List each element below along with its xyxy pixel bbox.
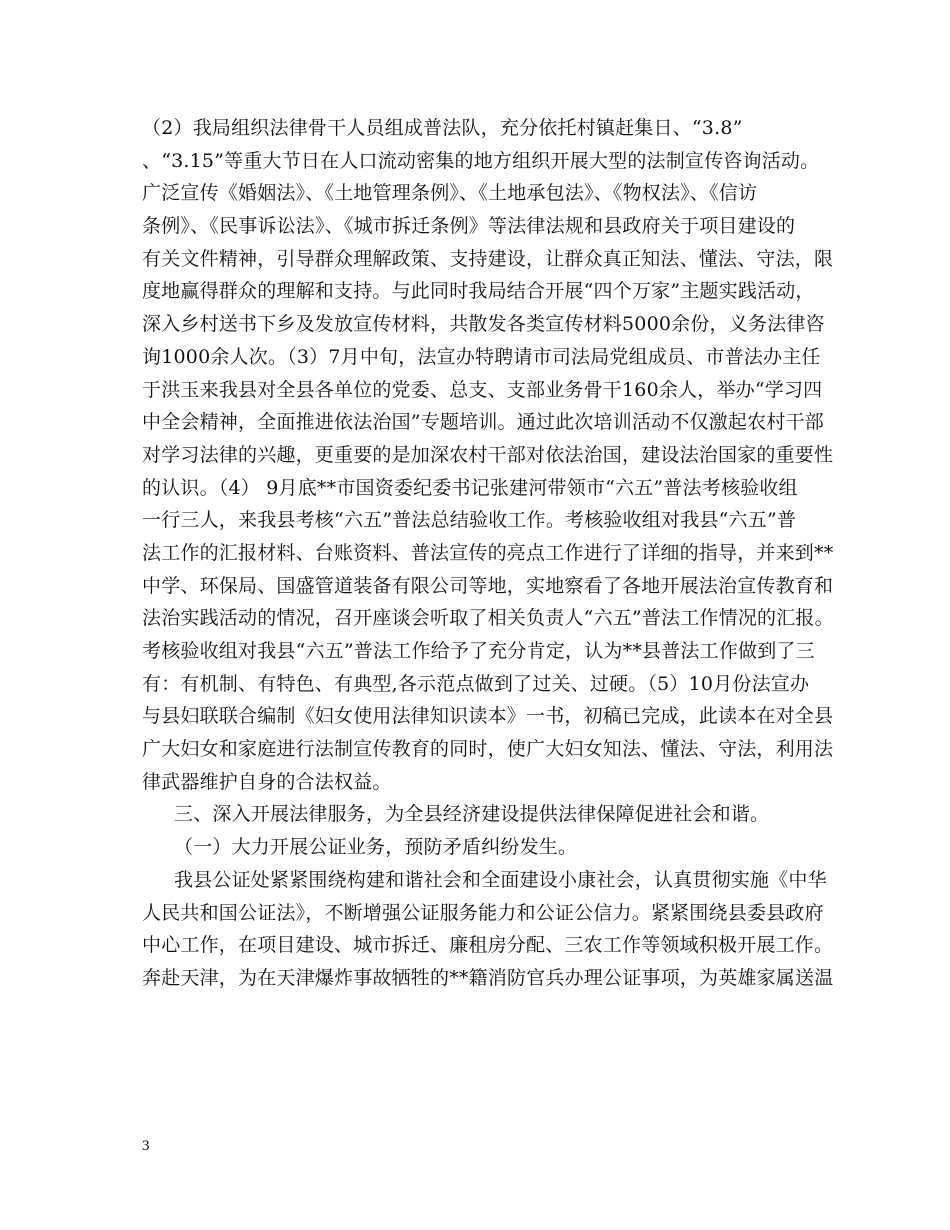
section-heading: 三、深入开展法律服务，为全县经济建设提供法律保障促进社会和谐。 — [174, 803, 770, 826]
text-line: 对学习法律的兴趣，更重要的是加深农村干部对依法治国，建设法治国家的重要性 — [142, 443, 834, 466]
text-line: 奔赴天津，为在天津爆炸事故牺牲的**籍消防官兵办理公证事项，为英雄家属送温 — [142, 966, 834, 989]
text-line: 法工作的汇报材料、台账资料、普法宣传的亮点工作进行了详细的指导，并来到** — [142, 541, 834, 564]
text-line: （2）我局组织法律骨干人员组成普法队，充分依托村镇赶集日、“3.8” — [142, 117, 743, 139]
text-line: 中心工作，在项目建设、城市拆迁、廉租房分配、三农工作等领域积极开展工作。 — [142, 934, 834, 957]
text-line: 条例》、《民事诉讼法》、《城市拆迁条例》等法律法规和县政府关于项目建设的 — [142, 215, 796, 238]
text-line: 考核验收组对我县“六五”普法工作给予了充分肯定，认为**县普法工作做到了三 — [142, 640, 815, 662]
body-text — [142, 112, 834, 995]
text-line: 有：有机制、有特色、有典型,各示范点做到了过关、过硬。（5）10月份法宣办 — [142, 672, 810, 695]
text-line: 广泛宣传《婚姻法》、《土地管理条例》、《土地承包法》、《物权法》、《信访 — [142, 182, 758, 205]
text-line: 广大妇女和家庭进行法制宣传教育的同时，使广大妇女知法、懂法、守法，利用法 — [142, 738, 834, 761]
text-line: 法治实践活动的情况，召开座谈会听取了相关负责人“六五”普法工作情况的汇报。 — [142, 607, 834, 630]
text-line: 、“3.15”等重大节日在人口流动密集的地方组织开展大型的法制宣传咨询活动。 — [142, 149, 820, 172]
text-line: 中全会精神，全面推进依法治国”专题培训。通过此次培训活动不仅激起农村干部 — [142, 411, 824, 434]
text-line: 人民共和国公证法》，不断增强公证服务能力和公证公信力。紧紧围绕县委县政府 — [142, 901, 824, 924]
text-line: 的认识。（4） 9月底**市国资委纪委书记张建河带领市“六五”普法考核验收组 — [142, 476, 798, 499]
text-line: 深入乡村送书下乡及发放宣传材料，共散发各类宣传材料5000余份，义务法律咨 — [142, 313, 825, 336]
text-line: 询1000余人次。（3）7月中旬，法宣办特聘请市司法局党组成员、市普法办主任 — [142, 345, 821, 368]
page-number: 3 — [142, 1138, 150, 1154]
text-line: 有关文件精神，引导群众理解政策、支持建设，让群众真正知法、懂法、守法，限 — [142, 247, 834, 270]
text-line: 我县公证处紧紧围绕构建和谐社会和全面建设小康社会，认真贯彻实施《中华 — [174, 868, 827, 891]
text-line: 一行三人，来我县考核“六五”普法总结验收工作。考核验收组对我县“六五”普 — [142, 509, 797, 532]
text-line: 律武器维护自身的合法权益。 — [142, 770, 392, 793]
text-line: 于洪玉来我县对全县各单位的党委、总支、支部业务骨干160余人，举办“学习四 — [142, 378, 823, 401]
text-line: 中学、环保局、国盛管道装备有限公司等地，实地察看了各地开展法治宣传教育和 — [142, 574, 834, 597]
text-line: 与县妇联联合编制《妇女使用法律知识读本》一书，初稿已完成，此读本在对全县 — [142, 705, 834, 728]
subsection-heading: （一）大力开展公证业务，预防矛盾纠纷发生。 — [174, 836, 578, 859]
text-line: 度地赢得群众的理解和支持。与此同时我局结合开展“四个万家”主题实践活动， — [142, 280, 815, 303]
